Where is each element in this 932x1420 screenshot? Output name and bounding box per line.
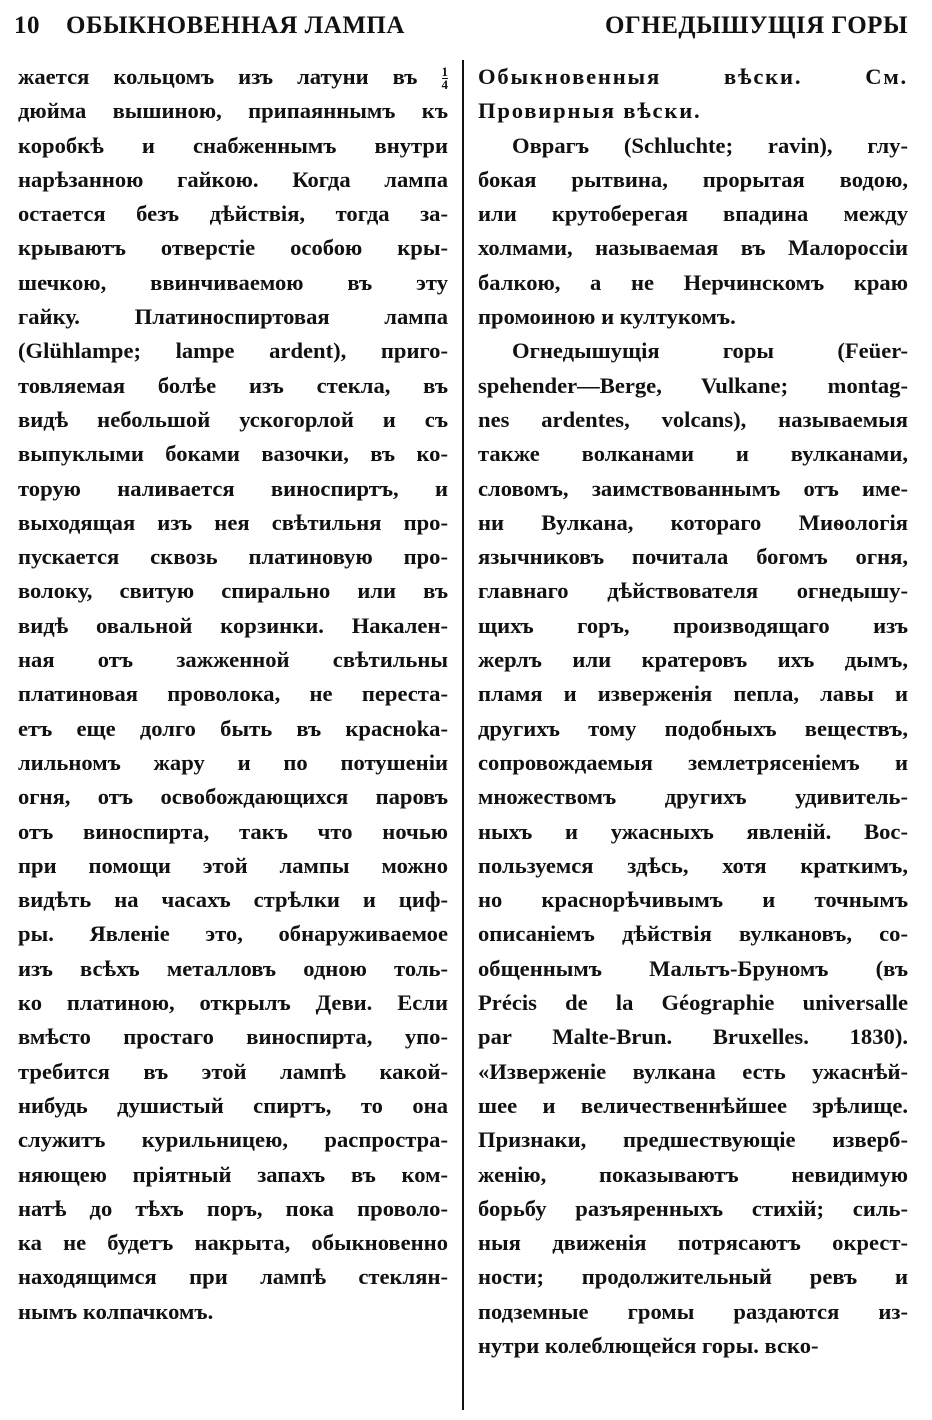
text-line [478, 1158, 908, 1192]
text-line-content: но краснорѣчивымъ и точнымъ [478, 887, 908, 913]
fraction [442, 66, 449, 91]
text-line [478, 815, 908, 849]
text-line-content: ная отъ зажженной свѣтильны [18, 647, 448, 673]
text-line-content: остается безъ дѣйствія, тогда за- [18, 201, 448, 227]
page-number: 10 [14, 12, 40, 39]
text-line-content: Précis de la Géographie universalle [478, 990, 908, 1016]
text-line-content: par Malte-Brun. Bruxelles. 1830). [478, 1024, 908, 1050]
running-header [14, 6, 918, 50]
text-line [18, 1158, 448, 1192]
fraction-numerator: 1 [441, 64, 448, 80]
text-line [478, 746, 908, 780]
text-line [18, 849, 448, 883]
text-line-content: етъ еще долго быть въ красноka- [18, 715, 448, 741]
text-line [478, 163, 908, 197]
text-line-content: женію, показываютъ невидимую [478, 1161, 908, 1187]
text-line [18, 1226, 448, 1260]
text-line [18, 163, 448, 197]
text-line [478, 334, 908, 368]
text-line [478, 197, 908, 231]
text-line-content: пользуемся здѣсь, хотя краткимъ, [478, 852, 908, 878]
text-line-content: видѣть на часахъ стрѣлки и циф- [18, 887, 448, 913]
text-line [18, 746, 448, 780]
text-line-content: Огнедышущія горы (Feüer- [512, 338, 908, 364]
text-line-content: ни Вулкана, котораго Миѳологія [478, 509, 908, 535]
text-line [478, 231, 908, 265]
text-line-content: огня, отъ освобождающихся паровъ [18, 784, 448, 810]
text-line-content: словомъ, заимствованнымъ отъ име- [478, 475, 908, 501]
text-line [18, 1260, 448, 1294]
text-line-content: язычниковъ почитала богомъ огня, [478, 544, 908, 570]
fraction-denominator: 4 [441, 77, 448, 93]
text-line-content: ныхъ и ужасныхъ явленій. Вос- [478, 818, 908, 844]
text-line [18, 815, 448, 849]
text-line [478, 506, 908, 540]
text-line-content: видѣ овальной корзинки. Накален- [18, 612, 448, 638]
text-line [18, 986, 448, 1020]
text-line-content: описаніемъ дѣйствія вулкановъ, со- [478, 921, 908, 947]
text-line-content: пламя и изверженія пепла, лавы и [478, 681, 908, 707]
text-line-content: Обыкновенныя вѣски. См. [478, 64, 908, 89]
text-line [18, 60, 448, 94]
text-line [18, 1055, 448, 1089]
text-line-content: выходящая изъ нея свѣтильня про- [18, 509, 448, 535]
right-running-title: ОГНЕДЫШУЩІЯ ГОРЫ [604, 12, 908, 39]
text-line-content: также волканами и вулканами, [478, 441, 908, 467]
text-line-content: подземные громы раздаются из- [478, 1298, 908, 1324]
text-line [18, 1123, 448, 1157]
text-line [478, 917, 908, 951]
text-line-content: крываютъ отверстіе особою кры- [18, 235, 448, 261]
text-line-content: вмѣсто простаго виноспирта, упо- [18, 1024, 448, 1050]
text-line [478, 609, 908, 643]
text-line-content: другихъ тому подобныхъ веществъ, [478, 715, 908, 741]
text-line [18, 952, 448, 986]
text-line-content: ко платиною, открылъ Деви. Если [18, 990, 448, 1016]
text-line-content: ности; продолжительный ревъ и [478, 1264, 908, 1290]
text-line [18, 1020, 448, 1054]
text-line-content: борьбу разъяренныхъ стихій; силь- [478, 1195, 908, 1221]
text-line [478, 1226, 908, 1260]
text-line-content: нутри колеблющейся горы. вско- [478, 1332, 819, 1358]
text-line [478, 712, 908, 746]
text-line [18, 197, 448, 231]
text-line [478, 1260, 908, 1294]
text-line [478, 1123, 908, 1157]
text-line [18, 540, 448, 574]
text-line [478, 883, 908, 917]
text-line-content: натѣ до тѣхъ поръ, пока проволо- [18, 1195, 448, 1221]
text-line-content: платиновая проволока, не переста- [18, 681, 448, 707]
text-line [18, 609, 448, 643]
text-line [478, 780, 908, 814]
text-line [478, 94, 908, 128]
text-line [478, 403, 908, 437]
text-line-content: балкою, а не Нерчинскомъ краю [478, 269, 908, 295]
right-text-column [478, 60, 908, 1410]
text-line [478, 952, 908, 986]
text-line [478, 849, 908, 883]
text-line [478, 574, 908, 608]
text-line-content: няющею пріятный запахъ въ ком- [18, 1161, 448, 1187]
left-running-title: ОБЫКНОВЕННАЯ ЛАМПА [66, 12, 405, 39]
text-line [18, 506, 448, 540]
text-line-content: «Изверженіе вулкана есть ужаснѣй- [478, 1058, 908, 1084]
text-line [18, 437, 448, 471]
text-line [18, 94, 448, 128]
text-line-content: шечкою, ввинчиваемою въ эту [18, 269, 448, 295]
text-line [18, 712, 448, 746]
column-divider [462, 60, 464, 1410]
text-line [478, 643, 908, 677]
text-line [18, 403, 448, 437]
text-line [18, 266, 448, 300]
text-line [478, 1020, 908, 1054]
text-line [478, 437, 908, 471]
text-line [478, 369, 908, 403]
text-line-content: дюйма вышиною, припаяннымъ къ [18, 98, 448, 124]
text-line-content: волоку, свитую спирально или въ [18, 578, 448, 604]
text-line-content: нарѣзанною гайкою. Когда лампа [18, 166, 448, 192]
text-line [478, 60, 908, 94]
text-line-content: жается кольцомъ изъ латуни въ [18, 64, 442, 89]
text-line-content: находящимся при лампѣ стеклян- [18, 1264, 448, 1290]
text-line [478, 472, 908, 506]
text-line-content: ка не будетъ накрыта, обыкновенно [18, 1230, 448, 1256]
text-line [18, 1295, 448, 1329]
text-line [18, 883, 448, 917]
text-line [18, 780, 448, 814]
text-line [478, 1055, 908, 1089]
text-line-content: выпуклыми боками вазочки, въ ко- [18, 441, 448, 467]
text-line-content: жерлъ или кратеровъ ихъ дымъ, [478, 647, 908, 673]
text-line [18, 574, 448, 608]
text-line-content: множествомъ другихъ удивитель- [478, 784, 908, 810]
text-line-content: товляемая болѣе изъ стекла, въ [18, 372, 448, 398]
text-line [18, 300, 448, 334]
text-line [18, 917, 448, 951]
text-line [478, 266, 908, 300]
text-line-content: нибудь душистый спиртъ, то она [18, 1092, 448, 1118]
text-line-content: сопровождаемыя землетрясеніемъ и [478, 749, 908, 775]
text-line-content: требится въ этой лампѣ какой- [18, 1058, 448, 1084]
text-line-content: общеннымъ Мальтъ-Бруномъ (въ [478, 955, 908, 981]
text-line-content: (Glühlampe; lampe ardent), приго- [18, 338, 448, 364]
text-line [478, 129, 908, 163]
text-line-content: коробкѣ и снабженнымъ внутри [18, 132, 448, 158]
text-line [478, 1192, 908, 1226]
text-line-content: при помощи этой лампы можно [18, 852, 448, 878]
text-line-content: пускается сквозь платиновую про- [18, 544, 448, 570]
text-line-content: лильномъ жару и по потушеніи [18, 749, 448, 775]
text-line-content: торую наливается виноспиртъ, и [18, 475, 448, 501]
text-line-content: бокая рытвина, прорытая водою, [478, 166, 908, 192]
text-line [18, 1192, 448, 1226]
text-line [18, 1089, 448, 1123]
text-line-content: nes ardentes, volcans), называемыя [478, 406, 908, 432]
text-line-content: ныя движенія потрясаютъ окрест- [478, 1230, 908, 1256]
text-line-content: видѣ небольшой ускогорлой и съ [18, 406, 448, 432]
text-line [18, 677, 448, 711]
text-line-content: Провирныя вѣски. [478, 98, 702, 124]
text-line-content: spehender—Berge, Vulkane; montag- [478, 372, 908, 398]
text-line [478, 1295, 908, 1329]
text-line-content: холмами, называемая въ Малороссіи [478, 235, 908, 261]
text-line [18, 369, 448, 403]
text-line-content: шее и величественнѣйшее зрѣлище. [478, 1092, 908, 1118]
text-line [478, 986, 908, 1020]
text-line-content: изъ всѣхъ металловъ одною толь- [18, 955, 448, 981]
text-line-content: служитъ курильницею, распростра- [18, 1127, 448, 1153]
text-line [18, 334, 448, 368]
text-line [478, 540, 908, 574]
text-line [18, 129, 448, 163]
text-line-content: главнаго дѣйствователя огнедышу- [478, 578, 908, 604]
text-line-content: гайку. Платиноспиртовая лампа [18, 304, 448, 330]
text-line [478, 677, 908, 711]
text-line [478, 1329, 908, 1363]
text-line-content: или крутоберегая впадина между [478, 201, 908, 227]
text-line-content: нымъ колпачкомъ. [18, 1298, 214, 1324]
text-line [18, 231, 448, 265]
text-line-content: щихъ горъ, производящаго изъ [478, 612, 908, 638]
text-line [18, 472, 448, 506]
text-line-content: Признаки, предшествующіе изверб- [478, 1127, 908, 1153]
text-line [18, 643, 448, 677]
text-line-content: промоиною и култукомъ. [478, 304, 736, 330]
text-line [478, 1089, 908, 1123]
text-line [478, 300, 908, 334]
left-text-column [18, 60, 448, 1410]
text-line-content: отъ виноспирта, такъ что ночью [18, 818, 448, 844]
text-line-content: Оврагъ (Schluchte; ravin), глу- [512, 132, 908, 158]
text-line-content: ры. Явленіе это, обнаруживаемое [18, 921, 448, 947]
